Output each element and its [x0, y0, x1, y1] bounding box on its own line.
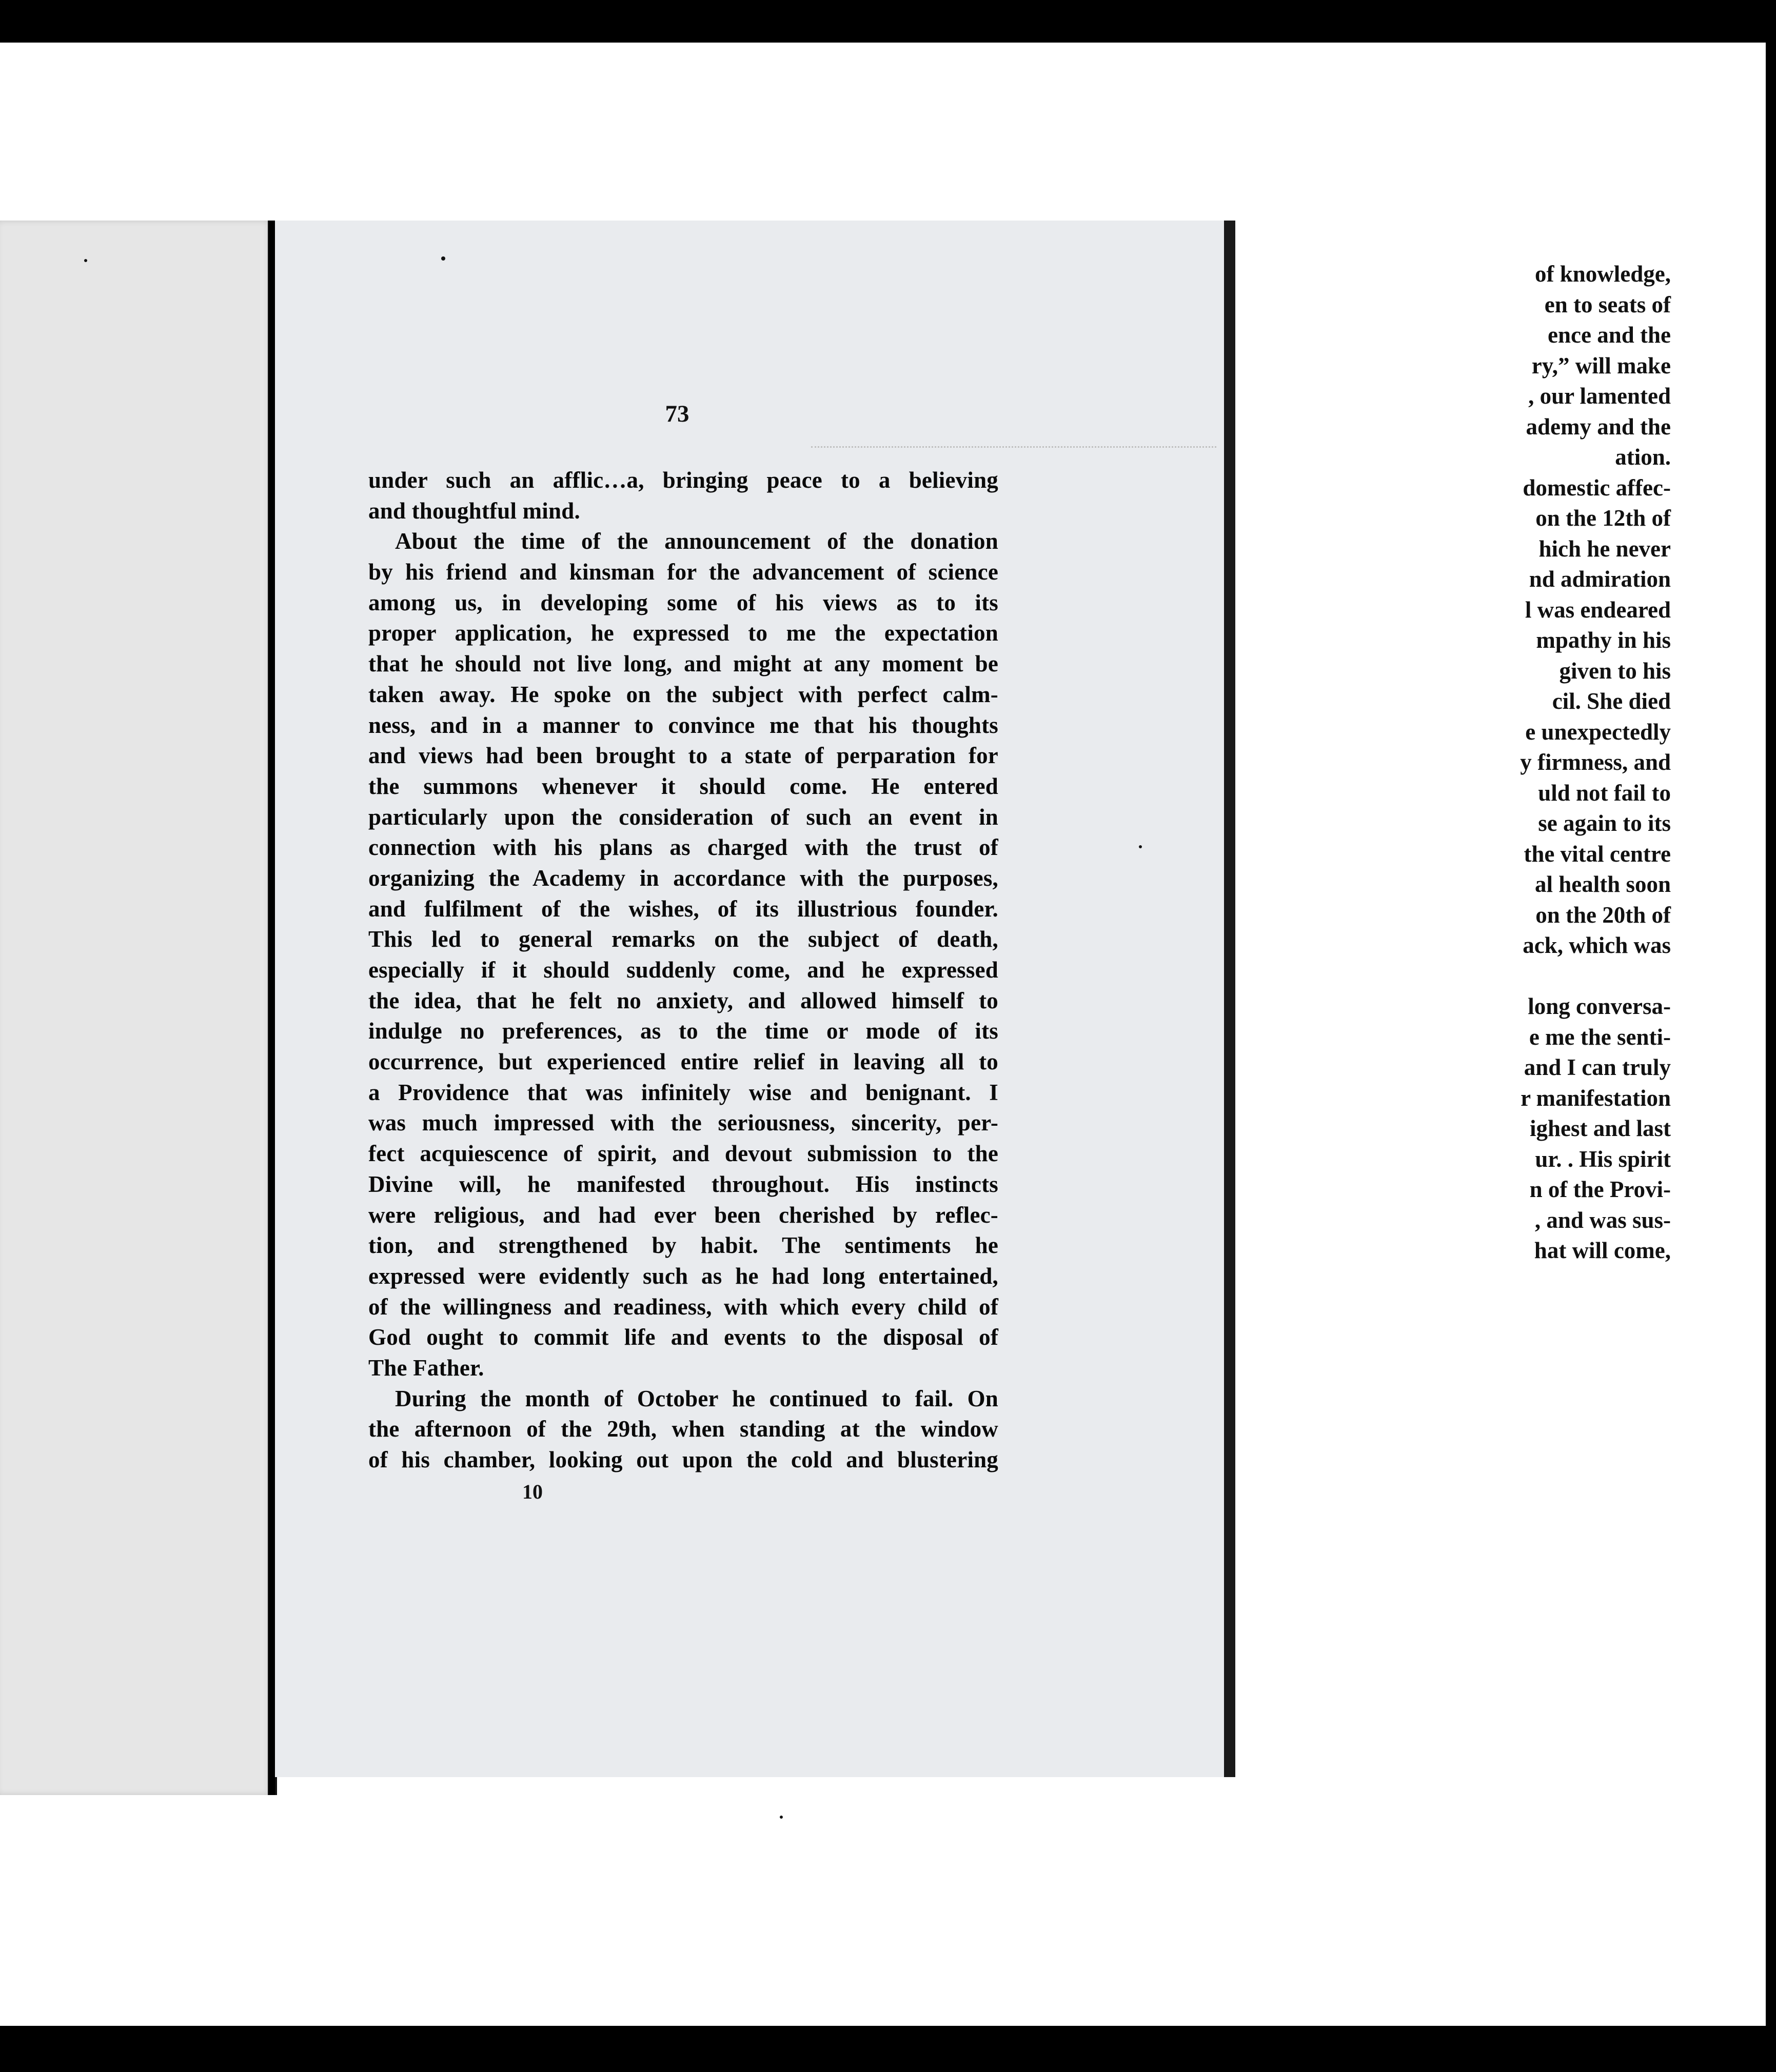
page-number: 73	[665, 401, 689, 427]
speck	[1139, 845, 1142, 848]
left-text-line: n of the Provi-	[1529, 1177, 1671, 1202]
left-text-line: long conversa-	[1528, 993, 1671, 1019]
left-text-line: hat will come,	[1534, 1238, 1671, 1263]
text-line: and fulfilment of the wishes, of its illustrious founder.	[368, 895, 998, 922]
text-line: expressed were evidently such as he had long entertained,	[368, 1263, 998, 1289]
left-text-line: en to seats of	[1544, 291, 1671, 317]
left-text-line: given to his	[1559, 658, 1671, 684]
page-top-mark	[811, 446, 1216, 453]
text-line: of his chamber, looking out upon the cold and blustering	[368, 1447, 998, 1472]
scan-border-bottom	[0, 2026, 1776, 2072]
right-page-text	[368, 465, 998, 1476]
left-text-line: cil. She died	[1552, 688, 1671, 714]
text-line: connection with his plans as charged with the trust of	[368, 834, 998, 861]
left-text-line: nd admiration	[1529, 566, 1671, 592]
left-text-line: l was endeared	[1525, 596, 1671, 623]
text-line: and views had been brought to a state of perparation for	[368, 743, 998, 769]
text-line: particularly upon the consideration of such an event in	[368, 804, 998, 830]
left-text-line: mpathy in his	[1536, 627, 1671, 653]
text-line: fect acquiescence of spirit, and devout submission to the	[368, 1141, 998, 1167]
left-text-line: e me the senti-	[1529, 1024, 1671, 1050]
left-text-line: , our lamented	[1528, 383, 1671, 409]
left-text-line: ry,” will make	[1531, 352, 1671, 378]
text-line: a Providence that was infinitely wise and benignant. I	[368, 1079, 998, 1105]
left-text-line	[1504, 961, 1671, 992]
text-line: Divine will, he manifested throughout. His instincts	[368, 1171, 998, 1197]
left-text-line: ighest and last	[1529, 1115, 1671, 1141]
text-line: indulge no preferences, as to the time or mode of its	[368, 1018, 998, 1044]
text-line: by his friend and kinsman for the advancement of science	[368, 559, 998, 585]
text-line: among us, in developing some of his views as to its	[368, 589, 998, 615]
book-spine	[269, 221, 275, 1795]
text-line: and thoughtful mind.	[368, 497, 580, 524]
text-line: of the willingness and readiness, with which every child of	[368, 1293, 998, 1320]
text-line: the summons whenever it should come. He entered	[368, 773, 998, 799]
speck	[780, 1816, 783, 1819]
text-line: the idea, that he felt no anxiety, and allowed himself to	[368, 987, 998, 1013]
left-text-line: , and was sus-	[1534, 1207, 1671, 1233]
text-line: proper application, he expressed to me the expectation	[368, 620, 998, 646]
text-line: This led to general remarks on the subject of death,	[368, 926, 998, 952]
left-text-line: r manifestation	[1521, 1085, 1671, 1111]
left-text-line: ence and the	[1548, 322, 1671, 348]
left-text-line: ur. . His spirit	[1535, 1146, 1671, 1172]
left-page-text	[1504, 259, 1671, 1266]
signature-mark: 10	[522, 1480, 543, 1503]
text-line: tion, and strengthened by habit. The sentiments he	[368, 1232, 998, 1259]
left-text-line: e unexpectedly	[1525, 719, 1671, 745]
left-text-line: hich he never	[1538, 535, 1671, 562]
text-line: especially if it should suddenly come, and he expressed	[368, 957, 998, 983]
left-text-line: al health soon	[1534, 871, 1671, 897]
text-line: ness, and in a manner to convince me that his thoughts	[368, 712, 998, 738]
speck	[441, 256, 445, 261]
scan-border-top	[0, 0, 1776, 43]
left-text-line: se again to its	[1538, 810, 1671, 836]
left-text-line: y firmness, and	[1520, 749, 1671, 775]
left-text-line: the vital centre	[1524, 841, 1671, 867]
left-text-line: on the 20th of	[1535, 902, 1671, 928]
text-line: God ought to commit life and events to the disposal of	[368, 1324, 998, 1350]
text-line: taken away. He spoke on the subject with perfect calm-	[368, 681, 998, 707]
text-line: organizing the Academy in accordance with the purposes,	[368, 865, 998, 891]
text-line: under such an afflic…a, bringing peace to a believing	[368, 467, 998, 493]
left-text-line: and I can truly	[1524, 1054, 1671, 1080]
text-line: occurrence, but experienced entire relief in leaving all to	[368, 1049, 998, 1075]
text-line: About the time of the announcement of the donation	[395, 528, 998, 554]
scan-border-right	[1766, 0, 1776, 2072]
text-line: were religious, and had ever been cherished by reflec-	[368, 1202, 998, 1228]
right-page-edge	[1224, 221, 1235, 1777]
left-text-line: on the 12th of	[1535, 505, 1671, 531]
speck	[84, 259, 87, 262]
text-line: During the month of October he continued to fail. On	[395, 1385, 998, 1411]
text-line: the afternoon of the 29th, when standing at the window	[368, 1416, 998, 1442]
left-page	[0, 221, 272, 1795]
left-text-line: of knowledge,	[1534, 261, 1671, 287]
text-line: that he should not live long, and might at any moment be	[368, 651, 998, 677]
left-text-line: ation.	[1615, 444, 1671, 470]
left-text-line: uld not fail to	[1538, 780, 1671, 806]
left-text-line: domestic affec-	[1523, 474, 1671, 501]
text-line: was much impressed with the seriousness, sincerity, per-	[368, 1110, 998, 1136]
text-line: The Father.	[368, 1354, 484, 1381]
left-text-line: ack, which was	[1523, 932, 1671, 958]
left-text-line: ademy and the	[1526, 413, 1671, 440]
